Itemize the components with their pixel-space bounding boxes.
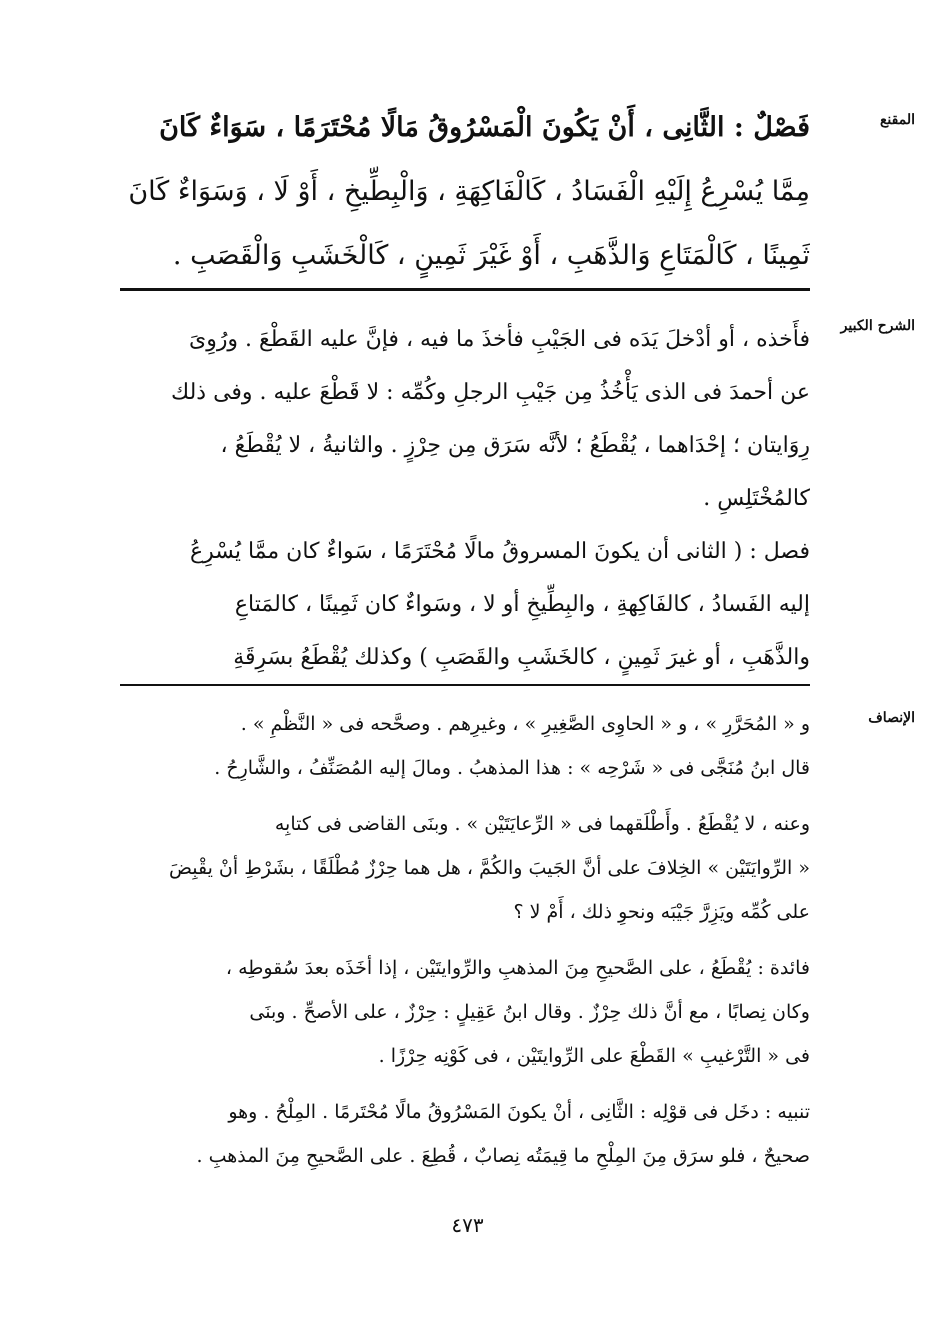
insaf-text bbox=[120, 702, 810, 1190]
insaf-paragraph bbox=[120, 702, 810, 790]
side-label-insaf: الإنصاف bbox=[868, 710, 915, 726]
insaf-line: و « المُحَرَّرِ » ، و « الحاوِى الصَّغِيرِ » ، وغيرِهم . وصحَّحه فى « النَّظْمِ » . bbox=[240, 713, 810, 735]
sharh-line: فأَخذه ، أو أدْخلَ يَدَه فى الجَيْبِ فأخذَ ما فيه ، فإنَّ عليه القَطْعَ . ورُوِىَ bbox=[188, 327, 810, 352]
insaf-line: على كُمِّه ويَزِرَّ جَيْبَه ونحوِ ذلك ، أَمْ لا ؟ bbox=[513, 901, 810, 923]
sharh-line: عن أحمدَ فى الذى يَأْخُذُ مِن جَيْبِ الرجلِ وكُمِّه : لا قَطْعَ عليه . وفى ذلك bbox=[171, 380, 810, 405]
muqni-line: مِمَّا يُسْرِعُ إِلَيْهِ الْفَسَادُ ، كَالْفَاكِهَةِ ، وَالْبِطِّيخِ ، أَوْ لَا ، وَسَوَاءٌ كَانَ bbox=[128, 176, 810, 207]
page-number: ٤٧٣ bbox=[451, 1213, 484, 1237]
insaf-line: وكان نِصابًا ، مع أنَّ ذلك حِرْزٌ . وقال ابنُ عَقِيلٍ : حِرْزٌ ، على الأصحِّ . وبنَى bbox=[249, 1001, 810, 1023]
sharh-line: والذَّهَبِ ، أو غيرَ ثَمِينٍ ، كالخَشَبِ والقَصَبِ ) وكذلك يُقْطَعُ بسَرِقَةِ bbox=[233, 645, 810, 670]
sharh-text bbox=[120, 313, 810, 684]
muqni-line: ثَمِينًا ، كَالْمَتَاعِ وَالذَّهَبِ ، أَوْ غَيْرَ ثَمِينٍ ، كَالْخَشَبِ وَالْقَصَبِ . bbox=[172, 240, 810, 271]
insaf-paragraph bbox=[120, 946, 810, 1078]
insaf-line: فى « التَّرْغيبِ » القَطْعَ على الرِّوايتَيْن ، فى كَوْنِه حِرْزًا . bbox=[378, 1045, 810, 1067]
muqni-text bbox=[120, 96, 810, 288]
sharh-line: فصل : ( الثانى أن يكونَ المسروقُ مالًا مُحْتَرَمًا ، سَواءٌ كان ممَّا يُسْرِعُ bbox=[189, 539, 810, 564]
sharh-line: رِوَايتان ؛ إحْدَاهما ، يُقْطَعُ ؛ لأنَّه سَرَق مِن حِرْزٍ . والثانيةُ ، لا يُقْطَعُ ، bbox=[220, 433, 810, 458]
insaf-line: قال ابنُ مُنَجَّى فى « شَرْحِه » : هذا المذهبُ . ومالَ إليه المُصَنِّفُ ، والشَّارِحُ . bbox=[214, 757, 810, 779]
insaf-line: تنبيه : دخَل فى قوْلِه : الثَّانِى ، أنْ يكونَ المَسْرُوقُ مالًا مُحْتَرمًا . المِلْحُ . وهو bbox=[228, 1101, 810, 1123]
insaf-paragraph bbox=[120, 1090, 810, 1178]
muqni-line: فَصْلٌ : الثَّانِى ، أَنْ يَكُونَ الْمَسْرُوقُ مَالًا مُحْتَرَمًا ، سَوَاءٌ كَانَ bbox=[159, 112, 810, 143]
sharh-line: كالمُخْتَلِسِ . bbox=[703, 486, 810, 511]
sharh-line: إليه الفَسادُ ، كالفَاكِهةِ ، والبِطِّيخِ أو لا ، وسَواءٌ كان ثَمِينًا ، كالمَتاعِ bbox=[234, 592, 810, 617]
side-label-muqni: المقنع bbox=[879, 112, 915, 128]
insaf-line: « الرِّوايَتَيْن » الخِلافَ على أنَّ الجَيبَ والكُمَّ ، هل هما حِرْزٌ مُطْلَقًا ، بشَرْطِ أنْ يقْبِضَ bbox=[168, 857, 810, 879]
insaf-line: صحيحٌ ، فلو سرَق مِنَ المِلْحِ ما قِيمَتُه نِصابٌ ، قُطِعَ . على الصَّحيحِ مِنَ المذهبِ . bbox=[196, 1145, 810, 1167]
section-divider bbox=[120, 684, 810, 686]
section-divider bbox=[120, 288, 810, 291]
insaf-line: وعنه ، لا يُقْطَعُ . وأَطْلَقهما فى « الرِّعايَتَيْن » . وبنَى القاضى فى كتابِه bbox=[274, 813, 810, 835]
side-label-sharh: الشرح الكبير bbox=[840, 318, 915, 334]
insaf-paragraph bbox=[120, 802, 810, 934]
insaf-line: فائدة : يُقْطَعُ ، على الصَّحيحِ مِنَ المذهبِ والرِّوايتَيْن ، إذا أخَذَه بعدَ سُقوطِه ، bbox=[225, 957, 810, 979]
